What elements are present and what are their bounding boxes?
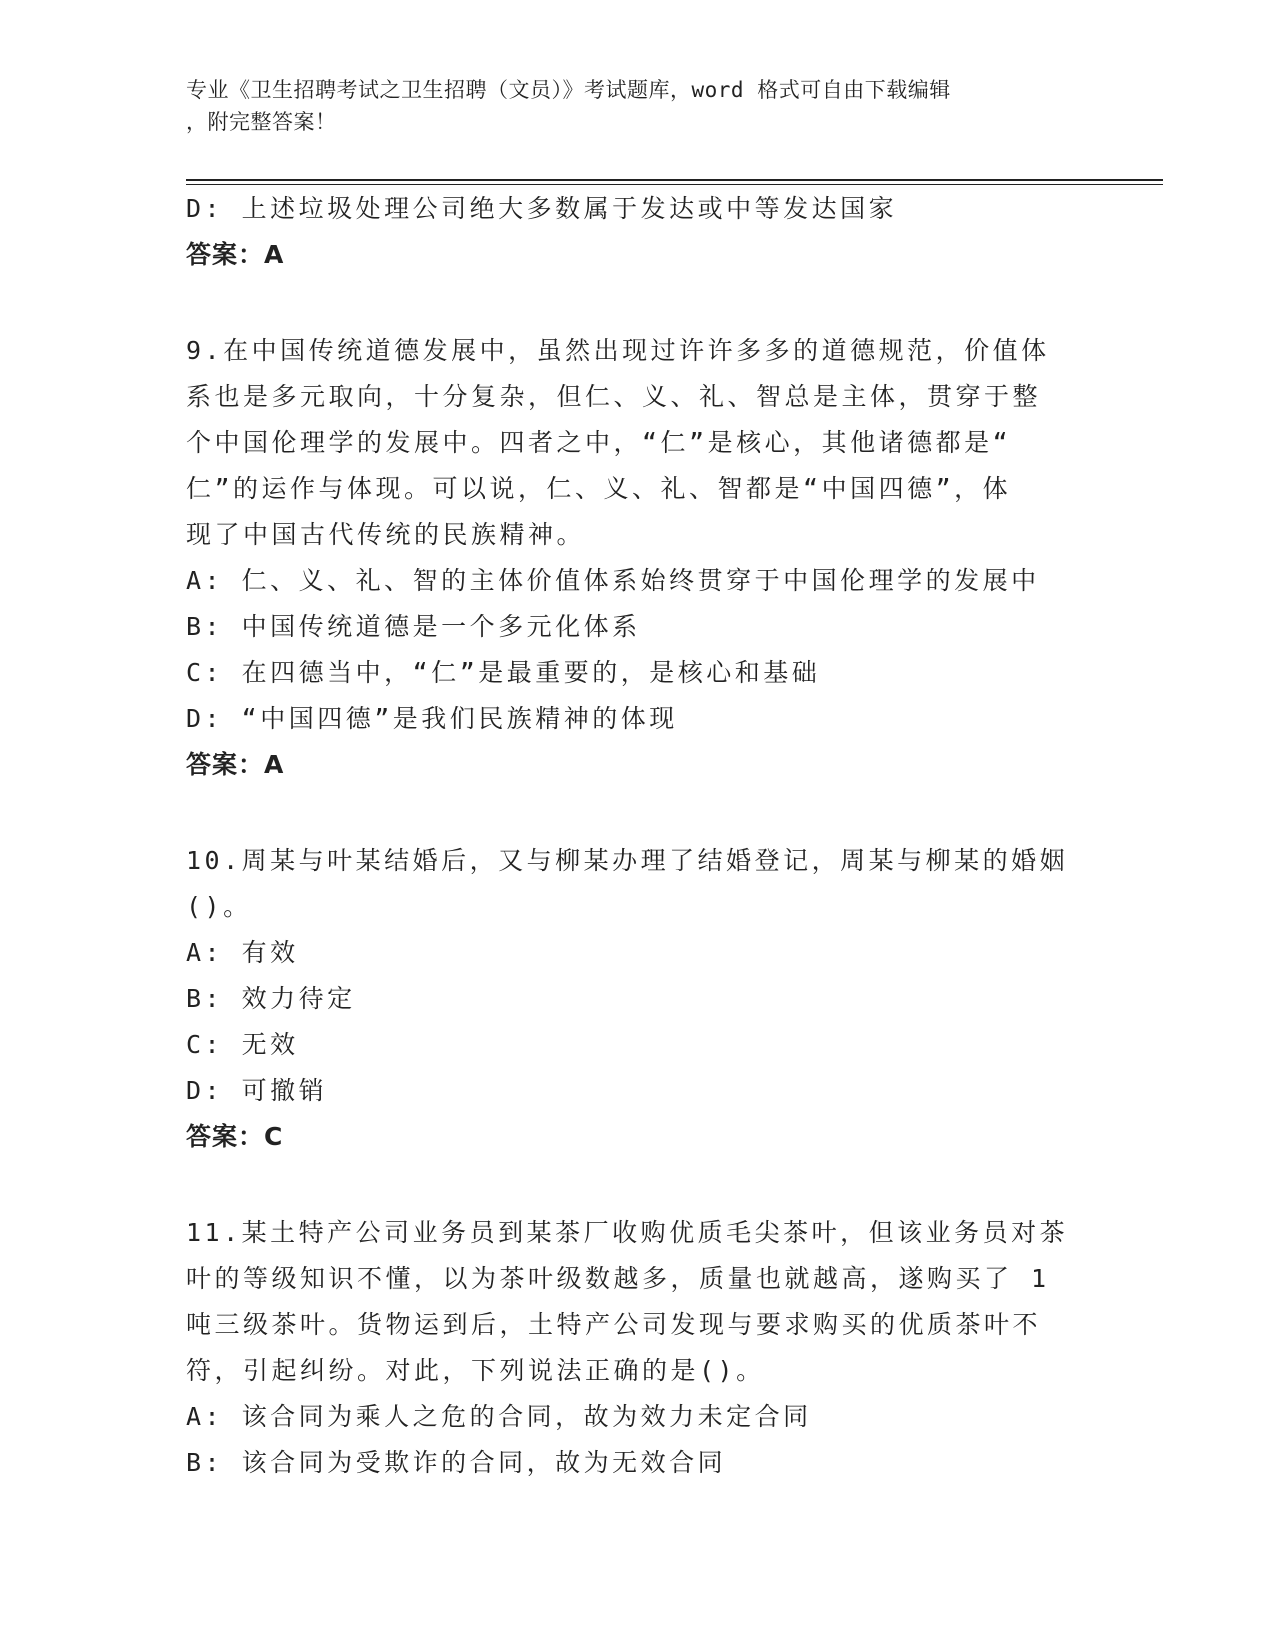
question-spacer	[186, 788, 1086, 838]
question-9	[186, 328, 1086, 788]
option-a: A: 仁、义、礼、智的主体价值体系始终贯穿于中国伦理学的发展中	[186, 566, 1040, 595]
question-stem-line: 系也是多元取向，十分复杂，但仁、义、礼、智总是主体，贯穿于整	[186, 382, 1042, 411]
question-stem-line: 仁”的运作与体现。可以说，仁、义、礼、智都是“中国四德”，体	[186, 474, 1012, 503]
question-stem-line: 符，引起纠纷。对此，下列说法正确的是()。	[186, 1356, 765, 1385]
option-d: D: 可撤销	[186, 1076, 328, 1105]
question-stem-line: 9.在中国传统道德发展中，虽然出现过许许多多的道德规范，价值体	[186, 336, 1050, 365]
answer-line: 答案：C	[186, 1122, 284, 1151]
option-b: B: 效力待定	[186, 984, 356, 1013]
question-stem-line: 10.周某与叶某结婚后，又与柳某办理了结婚登记，周某与柳某的婚姻	[186, 846, 1069, 875]
option-d: D: “中国四德”是我们民族精神的体现	[186, 704, 678, 733]
option-a: A: 有效	[186, 938, 299, 967]
answer-line: 答案：A	[186, 240, 285, 269]
question-stem-line: 个中国伦理学的发展中。四者之中，“仁”是核心，其他诸德都是“	[186, 428, 1012, 457]
question-stem-line: 现了中国古代传统的民族精神。	[186, 520, 586, 549]
question-11	[186, 1210, 1086, 1486]
option-b: B: 中国传统道德是一个多元化体系	[186, 612, 641, 641]
header-divider-thin	[186, 184, 1163, 185]
option-a: A: 该合同为乘人之危的合同，故为效力未定合同	[186, 1402, 812, 1431]
question-stem-line: 叶的等级知识不懂，以为茶叶级数越多，质量也就越高，遂购买了 1	[186, 1264, 1050, 1293]
question-stem-line: ()。	[186, 892, 252, 921]
question-8-tail	[186, 186, 1086, 278]
header-line-2: ，附完整答案！	[186, 110, 337, 134]
question-stem-line: 11.某土特产公司业务员到某茶厂收购优质毛尖茶叶，但该业务员对茶	[186, 1218, 1069, 1247]
question-spacer	[186, 278, 1086, 328]
document-header	[186, 74, 1086, 138]
answer-line: 答案：A	[186, 750, 285, 779]
document-body	[186, 186, 1086, 1486]
header-divider-thick	[186, 179, 1163, 181]
option-b: B: 该合同为受欺诈的合同，故为无效合同	[186, 1448, 727, 1477]
question-stem-line: 吨三级茶叶。货物运到后，土特产公司发现与要求购买的优质茶叶不	[186, 1310, 1042, 1339]
option-c: C: 在四德当中，“仁”是最重要的，是核心和基础	[186, 658, 821, 687]
option-c: C: 无效	[186, 1030, 299, 1059]
option-d: D: 上述垃圾处理公司绝大多数属于发达或中等发达国家	[186, 194, 898, 223]
question-spacer	[186, 1160, 1086, 1210]
header-line-1: 专业《卫生招聘考试之卫生招聘（文员）》考试题库，word 格式可自由下载编辑	[186, 78, 951, 102]
question-10	[186, 838, 1086, 1160]
